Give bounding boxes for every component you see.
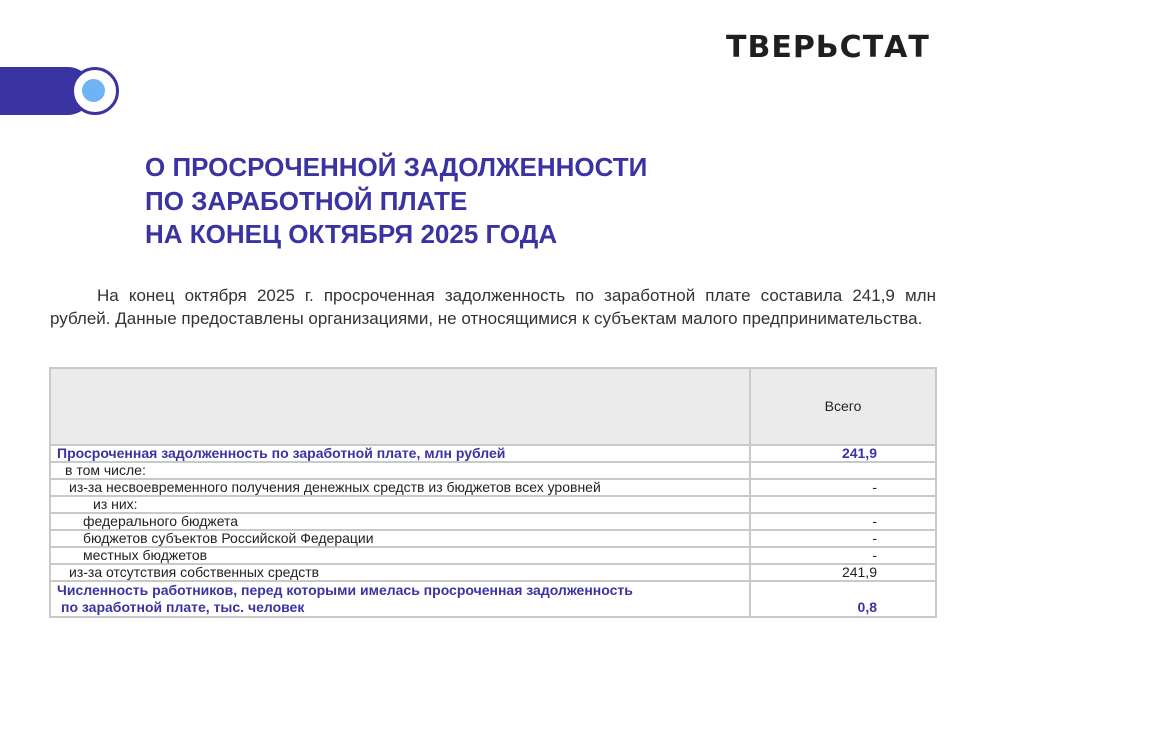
row-value: - (750, 513, 936, 530)
title-line-3: НА КОНЕЦ ОКТЯБРЯ 2025 ГОДА (145, 219, 558, 249)
row-label: бюджетов субъектов Российской Федерации (50, 530, 750, 547)
row-label: из-за отсутствия собственных средств (50, 564, 750, 581)
header-empty-cell (50, 368, 750, 445)
table-row (50, 479, 936, 496)
table-row (50, 496, 936, 513)
row-value: - (750, 479, 936, 496)
page-title (145, 151, 647, 252)
row-label-line-1: Численность работников, перед которыми имелась просроченная задолженность (57, 582, 633, 598)
row-label (50, 581, 750, 617)
table-row (50, 581, 936, 617)
row-value: - (750, 547, 936, 564)
row-value (750, 462, 936, 479)
row-label-line-2: по заработной плате, тыс. человек (61, 599, 305, 615)
title-line-2: ПО ЗАРАБОТНОЙ ПЛАТЕ (145, 185, 468, 216)
row-label: в том числе: (50, 462, 750, 479)
row-value: 241,9 (750, 445, 936, 462)
row-value: 0,8 (750, 581, 936, 617)
row-value: - (750, 530, 936, 547)
brand-title: ТВЕРЬСТАТ (726, 30, 930, 65)
data-table (49, 367, 937, 618)
row-label: из них: (50, 496, 750, 513)
row-label: федерального бюджета (50, 513, 750, 530)
table-header-row (50, 368, 936, 445)
row-label: Просроченная задолженность по заработной плате, млн рублей (50, 445, 750, 462)
table-row (50, 547, 936, 564)
row-value (750, 496, 936, 513)
row-value: 241,9 (750, 564, 936, 581)
decorative-dot-icon (82, 79, 105, 102)
table-row (50, 530, 936, 547)
table-row (50, 462, 936, 479)
table-row (50, 564, 936, 581)
summary-paragraph: На конец октября 2025 г. просроченная задолженность по заработной плате составила 241,9 млн рублей. Данные предоставлены организациями, не относящимися к субъектам малого предпринимательства. (50, 286, 936, 328)
header-total: Всего (750, 368, 936, 445)
table-row (50, 445, 936, 462)
row-label: из-за несвоевременного получения денежных средств из бюджетов всех уровней (50, 479, 750, 496)
table-row (50, 513, 936, 530)
row-label: местных бюджетов (50, 547, 750, 564)
title-line-1: О ПРОСРОЧЕННОЙ ЗАДОЛЖЕННОСТИ (145, 152, 648, 182)
